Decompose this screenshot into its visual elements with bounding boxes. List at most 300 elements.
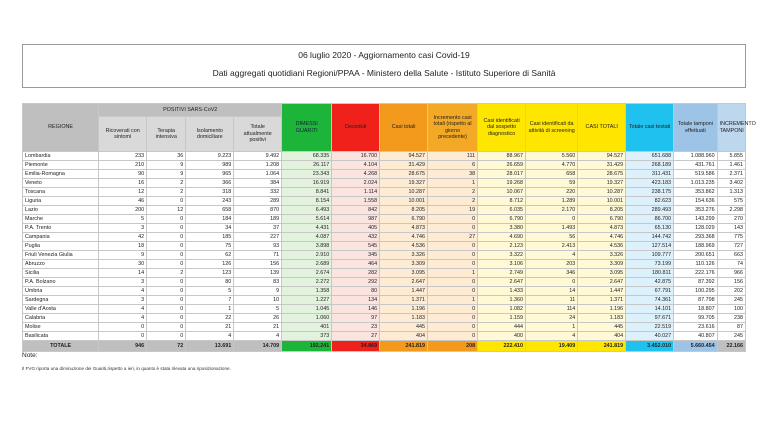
value-cell: 1.088.960: [674, 152, 718, 161]
value-cell: 2.647: [578, 278, 626, 287]
value-cell: 200.651: [674, 251, 718, 260]
value-cell: 71: [234, 251, 282, 260]
value-cell: 227: [234, 233, 282, 242]
value-cell: 3.326: [578, 251, 626, 260]
value-cell: 0: [147, 233, 186, 242]
value-cell: 1: [186, 305, 234, 314]
value-cell: 1: [428, 296, 478, 305]
region-name-cell: Liguria: [23, 197, 99, 206]
value-cell: 3.095: [578, 269, 626, 278]
table-row: [23, 152, 746, 161]
value-cell: 727: [717, 242, 745, 251]
value-cell: 870: [234, 206, 282, 215]
value-cell: 3: [99, 224, 147, 233]
value-cell: 19.268: [478, 179, 526, 188]
region-name-cell: Umbria: [23, 287, 99, 296]
value-cell: 989: [186, 161, 234, 170]
value-cell: 289: [234, 197, 282, 206]
value-cell: 185: [186, 233, 234, 242]
value-cell: 3.322: [478, 251, 526, 260]
value-cell: 4.431: [282, 224, 332, 233]
value-cell: 2.123: [478, 242, 526, 251]
screening-header: Casi identificati da attività di screening: [526, 104, 578, 152]
table-row: [23, 179, 746, 188]
value-cell: 222.176: [674, 269, 718, 278]
value-cell: 404: [578, 332, 626, 341]
value-cell: 4.873: [578, 224, 626, 233]
value-cell: 23: [332, 323, 380, 332]
value-cell: 143.299: [674, 215, 718, 224]
terapia-intensiva-header: Terapia intensiva: [147, 117, 186, 152]
value-cell: 366: [186, 179, 234, 188]
value-cell: 31.429: [380, 161, 428, 170]
value-cell: 80: [186, 278, 234, 287]
incremento-tamponi-header: INCREMENTO TAMPONI: [717, 104, 745, 152]
value-cell: 42: [99, 233, 147, 242]
value-cell: 2.024: [332, 179, 380, 188]
value-cell: 3.898: [282, 242, 332, 251]
value-cell: 432: [332, 233, 380, 242]
value-cell: 220: [526, 188, 578, 197]
value-cell: 1.064: [234, 170, 282, 179]
value-cell: 26.117: [282, 161, 332, 170]
value-cell: 23.616: [674, 323, 718, 332]
value-cell: 156: [234, 260, 282, 269]
value-cell: 5.614: [282, 215, 332, 224]
value-cell: 27: [332, 332, 380, 341]
value-cell: 21: [186, 323, 234, 332]
value-cell: 6.790: [380, 215, 428, 224]
casi-testati-header: Totale casi testati: [626, 104, 674, 152]
total-value-cell: 5.660.454: [674, 341, 718, 352]
value-cell: 2: [147, 188, 186, 197]
region-name-cell: Toscana: [23, 188, 99, 197]
value-cell: 282: [332, 269, 380, 278]
value-cell: 1.289: [526, 197, 578, 206]
value-cell: 987: [332, 215, 380, 224]
value-cell: 1.371: [380, 296, 428, 305]
value-cell: 318: [186, 188, 234, 197]
incremento-casi-header: Incremento casi totali (rispetto al giorno precedente): [428, 104, 478, 152]
value-cell: 62: [186, 251, 234, 260]
region-name-cell: Abruzzo: [23, 260, 99, 269]
value-cell: 74: [717, 260, 745, 269]
value-cell: 2.910: [282, 251, 332, 260]
value-cell: 68.335: [282, 152, 332, 161]
value-cell: 97.671: [626, 314, 674, 323]
value-cell: 651.688: [626, 152, 674, 161]
table-row: [23, 224, 746, 233]
total-value-cell: 13.691: [186, 341, 234, 352]
value-cell: 27: [428, 233, 478, 242]
value-cell: 1.082: [478, 305, 526, 314]
value-cell: 245: [717, 332, 745, 341]
value-cell: 100.295: [674, 287, 718, 296]
report-date-title: 06 luglio 2020 - Aggiornamento casi Covid-19: [298, 50, 470, 60]
value-cell: 405: [332, 224, 380, 233]
value-cell: 423.183: [626, 179, 674, 188]
value-cell: 345: [332, 251, 380, 260]
value-cell: 965: [186, 170, 234, 179]
value-cell: 34: [186, 224, 234, 233]
value-cell: 245: [717, 296, 745, 305]
value-cell: 2.647: [380, 278, 428, 287]
value-cell: 2: [147, 179, 186, 188]
value-cell: 3.106: [478, 260, 526, 269]
value-cell: 94.527: [578, 152, 626, 161]
value-cell: 0: [147, 296, 186, 305]
value-cell: 0: [428, 224, 478, 233]
value-cell: 6.790: [478, 215, 526, 224]
value-cell: 2.749: [478, 269, 526, 278]
deceduti-header: Deceduti: [332, 104, 380, 152]
value-cell: 6.035: [478, 206, 526, 215]
value-cell: 431.761: [674, 161, 718, 170]
value-cell: 519.586: [674, 170, 718, 179]
value-cell: 87: [717, 323, 745, 332]
region-name-cell: Molise: [23, 323, 99, 332]
total-value-cell: 72: [147, 341, 186, 352]
region-name-cell: Emilia-Romagna: [23, 170, 99, 179]
value-cell: 12: [99, 188, 147, 197]
region-name-cell: Lazio: [23, 206, 99, 215]
value-cell: 0: [428, 242, 478, 251]
value-cell: 37: [234, 224, 282, 233]
value-cell: 28.017: [478, 170, 526, 179]
value-cell: 0: [147, 278, 186, 287]
table-row: [23, 296, 746, 305]
value-cell: 30: [99, 260, 147, 269]
value-cell: 445: [578, 323, 626, 332]
value-cell: 0: [428, 323, 478, 332]
value-cell: 1.013.235: [674, 179, 718, 188]
value-cell: 26: [234, 314, 282, 323]
value-cell: 4: [526, 251, 578, 260]
value-cell: 238: [717, 314, 745, 323]
value-cell: 0: [428, 278, 478, 287]
value-cell: 270: [717, 215, 745, 224]
value-cell: 0: [428, 305, 478, 314]
value-cell: 16: [99, 179, 147, 188]
value-cell: 268.189: [626, 161, 674, 170]
value-cell: 0: [147, 260, 186, 269]
value-cell: 0: [526, 215, 578, 224]
total-value-cell: 241.819: [578, 341, 626, 352]
region-name-cell: Marche: [23, 215, 99, 224]
value-cell: 18: [99, 242, 147, 251]
value-cell: 156: [717, 278, 745, 287]
value-cell: 134: [332, 296, 380, 305]
value-cell: 203: [526, 260, 578, 269]
value-cell: 2.413: [526, 242, 578, 251]
value-cell: 22.519: [626, 323, 674, 332]
value-cell: 1.159: [478, 314, 526, 323]
total-value-cell: 19.409: [526, 341, 578, 352]
value-cell: 180.811: [626, 269, 674, 278]
value-cell: 139: [234, 269, 282, 278]
value-cell: 1.447: [380, 287, 428, 296]
value-cell: 346: [526, 269, 578, 278]
value-cell: 42.875: [626, 278, 674, 287]
value-cell: 3.326: [380, 251, 428, 260]
value-cell: 28.675: [380, 170, 428, 179]
value-cell: 0: [428, 260, 478, 269]
value-cell: 1.114: [332, 188, 380, 197]
value-cell: 10.001: [380, 197, 428, 206]
value-cell: 658: [526, 170, 578, 179]
value-cell: 2: [428, 188, 478, 197]
region-name-cell: Sicilia: [23, 269, 99, 278]
value-cell: 14: [99, 269, 147, 278]
value-cell: 4.536: [380, 242, 428, 251]
value-cell: 75: [186, 242, 234, 251]
value-cell: 2.272: [282, 278, 332, 287]
value-cell: 2.674: [282, 269, 332, 278]
value-cell: 127.514: [626, 242, 674, 251]
value-cell: 311.431: [626, 170, 674, 179]
table-row: [23, 197, 746, 206]
value-cell: 99.705: [674, 314, 718, 323]
value-cell: 0: [99, 323, 147, 332]
value-cell: 842: [332, 206, 380, 215]
value-cell: 0: [147, 251, 186, 260]
table-row: [23, 170, 746, 179]
region-column-header: REGIONE: [23, 104, 99, 152]
value-cell: 184: [186, 215, 234, 224]
table-row: [23, 206, 746, 215]
value-cell: 0: [147, 323, 186, 332]
value-cell: 26.659: [478, 161, 526, 170]
value-cell: 4.536: [578, 242, 626, 251]
value-cell: 65.130: [626, 224, 674, 233]
value-cell: 19.327: [380, 179, 428, 188]
total-value-cell: 22.166: [717, 341, 745, 352]
report-header: [22, 44, 746, 88]
value-cell: 0: [147, 242, 186, 251]
total-value-cell: 3.452.010: [626, 341, 674, 352]
value-cell: 9: [147, 170, 186, 179]
value-cell: 19: [428, 206, 478, 215]
value-cell: 74.361: [626, 296, 674, 305]
region-name-cell: Valle d'Aosta: [23, 305, 99, 314]
value-cell: 0: [428, 251, 478, 260]
value-cell: 401: [282, 323, 332, 332]
value-cell: 0: [147, 314, 186, 323]
table-row: [23, 269, 746, 278]
value-cell: 46: [99, 197, 147, 206]
value-cell: 8.205: [578, 206, 626, 215]
covid-regional-table: [22, 103, 756, 352]
total-value-cell: 946: [99, 341, 147, 352]
value-cell: 6.493: [282, 206, 332, 215]
value-cell: 0: [147, 287, 186, 296]
value-cell: 22: [186, 314, 234, 323]
value-cell: 202: [717, 287, 745, 296]
sospetto-diagnostico-header: Casi identificati dal sospetto diagnostico: [478, 104, 526, 152]
value-cell: 404: [380, 332, 428, 341]
value-cell: 6.790: [578, 215, 626, 224]
value-cell: 2.298: [717, 206, 745, 215]
value-cell: 28.675: [578, 170, 626, 179]
value-cell: 575: [717, 197, 745, 206]
value-cell: 154.636: [674, 197, 718, 206]
ricoverati-header: Ricoverati con sintomi: [99, 117, 147, 152]
value-cell: 19.327: [578, 179, 626, 188]
value-cell: 143: [717, 224, 745, 233]
value-cell: 4.104: [332, 161, 380, 170]
value-cell: 100: [717, 305, 745, 314]
value-cell: 3.380: [478, 224, 526, 233]
value-cell: 8.841: [282, 188, 332, 197]
value-cell: 16.919: [282, 179, 332, 188]
value-cell: 0: [428, 332, 478, 341]
region-name-cell: Piemonte: [23, 161, 99, 170]
value-cell: 18.807: [674, 305, 718, 314]
value-cell: 200: [99, 206, 147, 215]
value-cell: 1: [428, 269, 478, 278]
total-row: [23, 341, 746, 352]
value-cell: 16.700: [332, 152, 380, 161]
table-row: [23, 278, 746, 287]
value-cell: 36: [147, 152, 186, 161]
region-name-cell: Campania: [23, 233, 99, 242]
value-cell: 0: [147, 305, 186, 314]
value-cell: 2.647: [478, 278, 526, 287]
value-cell: 1.313: [717, 188, 745, 197]
value-cell: 384: [234, 179, 282, 188]
value-cell: 0: [526, 278, 578, 287]
value-cell: 464: [332, 260, 380, 269]
value-cell: 2.371: [717, 170, 745, 179]
region-name-cell: Basilicata: [23, 332, 99, 341]
value-cell: 86.700: [626, 215, 674, 224]
value-cell: 1.045: [282, 305, 332, 314]
value-cell: 111: [428, 152, 478, 161]
value-cell: 1.060: [282, 314, 332, 323]
value-cell: 1.196: [380, 305, 428, 314]
total-value-cell: 34.869: [332, 341, 380, 352]
value-cell: 56: [526, 233, 578, 242]
value-cell: 8.154: [282, 197, 332, 206]
totale-positivi-header: Totale attualmente positivi: [234, 117, 282, 152]
value-cell: 0: [147, 332, 186, 341]
value-cell: 1.227: [282, 296, 332, 305]
value-cell: 4: [99, 314, 147, 323]
value-cell: 3: [99, 278, 147, 287]
value-cell: 2.689: [282, 260, 332, 269]
value-cell: 4: [186, 332, 234, 341]
value-cell: 11: [526, 296, 578, 305]
report-subtitle: Dati aggregati quotidiani Regioni/PPAA - Ministero della Salute - Istituto Superiore di Sanità: [212, 68, 556, 78]
value-cell: 6: [428, 161, 478, 170]
value-cell: 4: [99, 287, 147, 296]
value-cell: 1: [526, 323, 578, 332]
value-cell: 4: [234, 332, 282, 341]
value-cell: 9: [99, 251, 147, 260]
value-cell: 82.623: [626, 197, 674, 206]
value-cell: 59: [526, 179, 578, 188]
value-cell: 14: [526, 287, 578, 296]
table-row: [23, 260, 746, 269]
value-cell: 21: [234, 323, 282, 332]
total-value-cell: 241.819: [380, 341, 428, 352]
value-cell: 1.558: [332, 197, 380, 206]
value-cell: 0: [147, 224, 186, 233]
region-name-cell: P.A. Bolzano: [23, 278, 99, 287]
total-value-cell: 208: [428, 341, 478, 352]
value-cell: 109.777: [626, 251, 674, 260]
value-cell: 0: [147, 215, 186, 224]
value-cell: 73.199: [626, 260, 674, 269]
value-cell: 5.560: [526, 152, 578, 161]
value-cell: 128.029: [674, 224, 718, 233]
table-row: [23, 242, 746, 251]
value-cell: 87.798: [674, 296, 718, 305]
value-cell: 5: [99, 215, 147, 224]
value-cell: 8.712: [478, 197, 526, 206]
positivi-group-header: POSITIVI SARS-CoV2: [99, 104, 282, 117]
value-cell: 0: [428, 314, 478, 323]
value-cell: 1.360: [478, 296, 526, 305]
table-row: [23, 233, 746, 242]
total-value-cell: 192.241: [282, 341, 332, 352]
value-cell: 1.208: [234, 161, 282, 170]
value-cell: 3.402: [717, 179, 745, 188]
value-cell: 67.791: [626, 287, 674, 296]
total-value-cell: 222.410: [478, 341, 526, 352]
value-cell: 97: [332, 314, 380, 323]
dimessi-header: DIMESSI GUARITI: [282, 104, 332, 152]
total-value-cell: 14.709: [234, 341, 282, 352]
value-cell: 123: [186, 269, 234, 278]
value-cell: 9: [147, 161, 186, 170]
value-cell: 94.527: [380, 152, 428, 161]
value-cell: 5: [234, 305, 282, 314]
value-cell: 4: [99, 305, 147, 314]
value-cell: 1.358: [282, 287, 332, 296]
value-cell: 10.287: [578, 188, 626, 197]
value-cell: 114: [526, 305, 578, 314]
value-cell: 1.433: [478, 287, 526, 296]
value-cell: 2.170: [526, 206, 578, 215]
value-cell: 3: [99, 296, 147, 305]
value-cell: 5.855: [717, 152, 745, 161]
value-cell: 90: [99, 170, 147, 179]
table-row: [23, 161, 746, 170]
value-cell: 0: [99, 332, 147, 341]
value-cell: 0: [428, 287, 478, 296]
region-name-cell: P.A. Trento: [23, 224, 99, 233]
table-row: [23, 287, 746, 296]
value-cell: 243: [186, 197, 234, 206]
casi-totali-header: Casi totali: [380, 104, 428, 152]
table-row: [23, 323, 746, 332]
value-cell: 658: [186, 206, 234, 215]
total-label-cell: TOTALE: [23, 341, 99, 352]
table-row: [23, 332, 746, 341]
value-cell: 146: [332, 305, 380, 314]
value-cell: 4.873: [380, 224, 428, 233]
value-cell: 210: [99, 161, 147, 170]
value-cell: 9.223: [186, 152, 234, 161]
table-row: [23, 251, 746, 260]
value-cell: 83: [234, 278, 282, 287]
value-cell: 5: [186, 287, 234, 296]
value-cell: 0: [428, 215, 478, 224]
value-cell: 189: [234, 215, 282, 224]
region-name-cell: Friuli Venezia Giulia: [23, 251, 99, 260]
value-cell: 24: [526, 314, 578, 323]
